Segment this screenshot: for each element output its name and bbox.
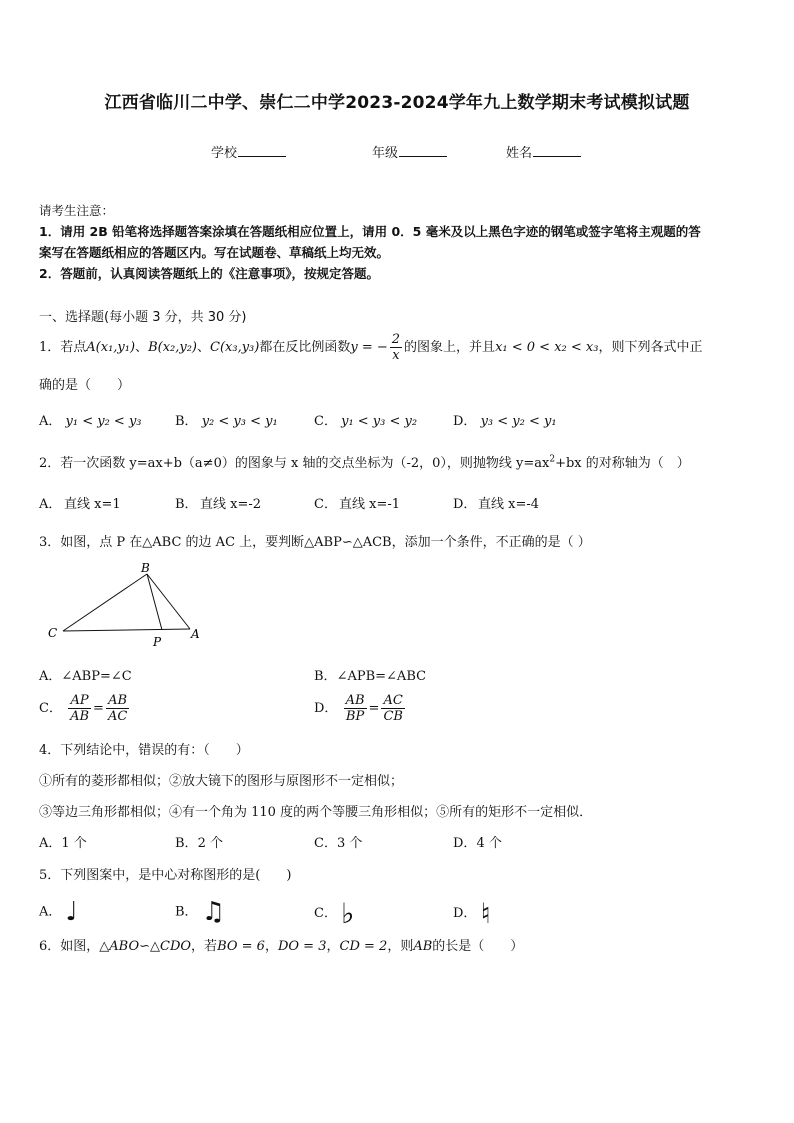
question-3: 3．如图，点 P 在△ABC 的边 AC 上，要判断△ABP∽△ACB，添加一个条件，不正确的是（ ） xyxy=(39,535,591,550)
notice-heading: 请考生注意： xyxy=(39,203,115,218)
edge-ca xyxy=(63,629,190,631)
question-4-line3: ③等边三角形都相似；④有一个角为 110 度的两个等腰三角形相似；⑤所有的矩形不一定相似． xyxy=(39,805,593,820)
grade-label: 年级 xyxy=(372,146,399,161)
name-field[interactable] xyxy=(506,142,581,161)
school-field[interactable] xyxy=(211,142,286,161)
q2-option-a[interactable]: A． xyxy=(39,497,62,512)
grade-field[interactable] xyxy=(372,142,447,161)
q2-option-a-value: 直线 x=1 xyxy=(64,497,121,512)
label-p: P xyxy=(153,635,162,649)
q2-option-d-value: 直线 x=-4 xyxy=(478,497,540,512)
school-blank[interactable] xyxy=(238,143,286,157)
q4-option-a[interactable]: A．1 个 xyxy=(39,836,87,851)
order-condition: x₁ < 0 < x₂ < x₃ xyxy=(495,340,599,355)
label-a: A xyxy=(191,627,200,641)
name-label: 姓名 xyxy=(506,146,533,161)
q1-option-b[interactable]: B． y₂ < y₃ < y₁ xyxy=(175,414,278,429)
question-4-line2: ①所有的菱形都相似；②放大镜下的图形与原图形不一定相似； xyxy=(39,774,404,789)
question-4: 4．下列结论中，错误的有：（ ） xyxy=(39,743,249,758)
point-a: A(x₁,y₁) xyxy=(86,340,136,355)
notice-item1-line2: 案写在答题纸相应的答题区内。写在试题卷、草稿纸上均无效。 xyxy=(39,245,390,260)
function-lhs: y = − xyxy=(350,340,388,355)
q2-option-b-value: 直线 x=-2 xyxy=(200,497,262,512)
natural-sign-icon: ♮ xyxy=(480,897,491,930)
q3-option-b[interactable]: B．∠APB=∠ABC xyxy=(314,669,427,684)
flat-sign-icon: ♭ xyxy=(341,897,355,930)
q3-option-c[interactable]: C． $\frac{AP}{AB}$ = $\frac{AB}{AC}$ xyxy=(39,693,128,724)
school-label: 学校 xyxy=(211,146,238,161)
q4-option-d[interactable]: D．4 个 xyxy=(453,836,502,851)
q5-option-a[interactable]: A． ♩ xyxy=(39,897,78,927)
grade-blank[interactable] xyxy=(399,143,447,157)
q4-option-c[interactable]: C．3 个 xyxy=(314,836,363,851)
beamed-notes-icon: ♫ xyxy=(201,897,226,927)
q2-option-c[interactable]: C． xyxy=(314,497,337,512)
notice-item2: 2．答题前，认真阅读答题纸上的《注意事项》，按规定答题。 xyxy=(39,266,379,281)
q2-option-b[interactable]: B． xyxy=(175,497,198,512)
name-blank[interactable] xyxy=(533,143,581,157)
triangle-figure xyxy=(44,560,214,650)
q2-option-c-value: 直线 x=-1 xyxy=(339,497,401,512)
segment-bp xyxy=(147,574,162,630)
q4-option-b[interactable]: B．2 个 xyxy=(175,836,223,851)
q5-option-b[interactable]: B． ♫ xyxy=(175,897,226,927)
edge-ba xyxy=(147,574,190,629)
quarter-note-icon: ♩ xyxy=(65,897,78,927)
notice-block xyxy=(39,200,759,284)
q1-option-a[interactable]: A． y₁ < y₂ < y₃ xyxy=(39,414,142,429)
q3-option-d[interactable]: D． $\frac{AB}{BP}$ = $\frac{AC}{CB}$ xyxy=(314,693,403,724)
q5-option-c[interactable]: C． ♭ xyxy=(314,897,355,930)
question-6: 6．如图，△ABO∽△CDO，若BO = 6，DO = 3，CD = 2，则AB的长是（ ） xyxy=(39,939,524,954)
notice-item1-line1: 1．请用 2B 铅笔将选择题答案涂填在答题纸相应位置上，请用 0．5 毫米及以上黑色字迹的钢笔或签字笔将主观题的答 xyxy=(39,224,701,239)
question-5: 5．下列图案中，是中心对称图形的是( ) xyxy=(39,868,292,883)
q3-option-a[interactable]: A．∠ABP=∠C xyxy=(39,669,132,684)
label-c: C xyxy=(48,626,58,640)
section-heading-choice: 一、选择题(每小题 3 分，共 30 分) xyxy=(39,310,247,325)
question-2: 2．若一次函数 y=ax+b（a≠0）的图象与 x 轴的交点坐标为（-2，0），则抛物线 $y=ax^2+bx$ 的对称轴为（ ） xyxy=(39,454,690,471)
edge-cb xyxy=(63,574,147,631)
function-fraction: $\frac{2}{x}$ xyxy=(391,332,401,363)
question-1: 1．若点A(x₁,y₁)、B(x₂,y₂)、C(x₃,y₃)都在反比例函数y = − $\frac{2}{x}$ 的图象上，并且x₁ < 0 < x₂ < x₃，则下列各式中正 xyxy=(39,332,703,363)
point-b: B(x₂,y₂) xyxy=(148,340,197,355)
q5-option-d[interactable]: D． ♮ xyxy=(453,897,491,930)
q1-option-d[interactable]: D． y₃ < y₂ < y₁ xyxy=(453,414,557,429)
question-1-line2: 确的是（ ） xyxy=(39,378,131,393)
label-b: B xyxy=(141,561,150,575)
point-c: C(x₃,y₃) xyxy=(210,340,260,355)
page-title: 江西省临川二中学、崇仁二中学2023-2024学年九上数学期末考试模拟试题 xyxy=(104,93,690,113)
q1-option-c[interactable]: C． y₁ < y₃ < y₂ xyxy=(314,414,418,429)
q2-option-d[interactable]: D． xyxy=(453,497,477,512)
